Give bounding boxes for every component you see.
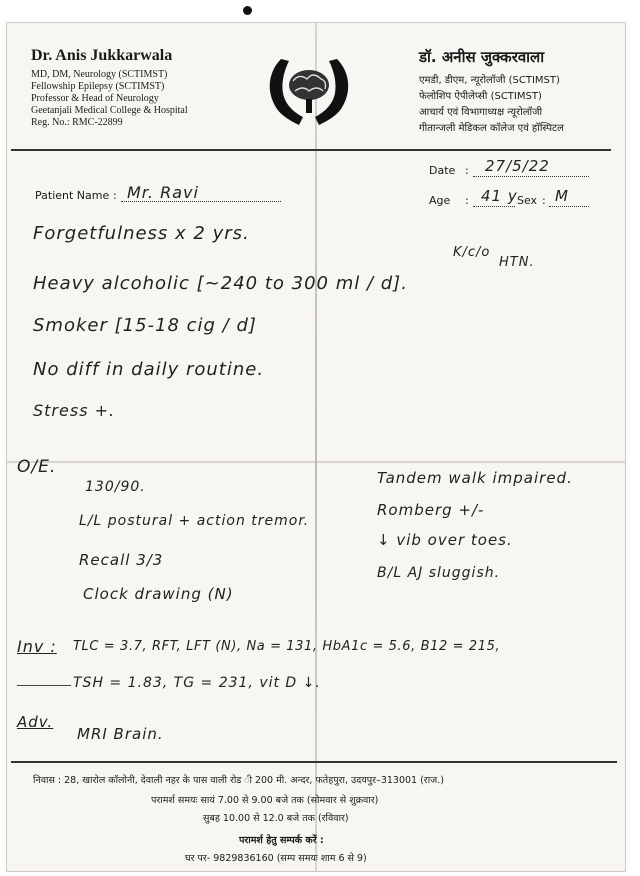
footer-address: निवास : 28, खारोल कॉलोनी, देवाली नहर के पास वाली रोड ी 200 मी. अन्दर, फतेहपुरा, उदयपुर–313001 (राज.) [33, 775, 444, 786]
adv-label: Adv. [17, 713, 54, 731]
registration-number: Reg. No.: RMC-22899 [31, 117, 123, 128]
qualification-line-hi: आचार्य एवं विभागाध्यक्ष न्यूरोलॉजी [419, 107, 543, 118]
qualification-line: Geetanjali Medical College & Hospital [31, 105, 188, 116]
age-label: Age [429, 194, 451, 207]
patient-name-label: Patient Name [35, 189, 110, 202]
oe-right-line: ↓ vib over toes. [377, 531, 513, 549]
history-line: Forgetfulness x 2 yrs. [33, 223, 250, 244]
sex-line [549, 206, 589, 207]
doctor-name-en: Dr. Anis Jukkarwala [31, 47, 173, 64]
inv-line-2: TSH = 1.83, TG = 231, vit D ↓. [73, 675, 321, 691]
footer-time-2: सुबह 10.00 से 12.0 बजे तक (रविवार) [203, 813, 349, 824]
doctor-header-english [31, 47, 188, 129]
history-line: Smoker [15-18 cig / d] [33, 315, 257, 336]
colon: : [465, 194, 469, 207]
date-label: Date [429, 164, 456, 177]
patient-name-value: Mr. Ravi [127, 183, 199, 202]
colon: : [465, 164, 469, 177]
qualification-line-hi: गीतान्जली मेडिकल कॉलेज एवं हॉस्पिटल [419, 123, 564, 134]
footer-time-1: परामर्श समयः सायं 7.00 से 9.00 बजे तक (सोमवार से शुक्रवार) [151, 795, 379, 806]
age-value: 41 y [481, 187, 518, 205]
adv-value: MRI Brain. [77, 725, 164, 743]
punch-hole [243, 6, 252, 15]
qualification-line-hi: फेलोशिप ऐपीलेप्सी (SCTIMST) [419, 91, 542, 102]
oe-label: O/E. [17, 457, 57, 477]
history-line: No diff in daily routine. [33, 359, 265, 380]
oe-left-line: L/L postural + action tremor. [79, 513, 310, 529]
hands-holding-brain-icon [259, 51, 359, 129]
oe-left-line: Recall 3/3 [79, 551, 164, 569]
oe-left-line: Clock drawing (N) [83, 585, 234, 603]
age-line [473, 206, 515, 207]
strike-line [17, 685, 71, 686]
date-value: 27/5/22 [485, 157, 550, 175]
footer-phone: घर पर- 9829836160 (सम्प समयः शाम 6 से 9) [185, 853, 367, 864]
horizontal-fold [7, 461, 625, 463]
comorbid-label: K/c/o [453, 245, 491, 260]
oe-left-line: 130/90. [85, 479, 146, 495]
doctor-header-hindi [419, 47, 564, 137]
qualification-line: Fellowship Epilepsy (SCTIMST) [31, 81, 165, 92]
sex-label: Sex [517, 194, 538, 207]
header-rule [11, 149, 611, 151]
inv-line-1: TLC = 3.7, RFT, LFT (N), Na = 131, HbA1c = 5.6, B12 = 215, [73, 639, 501, 654]
date-line [473, 176, 589, 177]
prescription-sheet [6, 22, 626, 872]
comorbid-value: HTN. [499, 255, 535, 270]
history-line: Heavy alcoholic [~240 to 300 ml / d]. [33, 273, 408, 294]
qualification-line: MD, DM, Neurology (SCTIMST) [31, 69, 168, 80]
footer-rule [11, 761, 617, 763]
qualification-line: Professor & Head of Neurology [31, 93, 159, 104]
inv-label: Inv : [17, 637, 57, 656]
sex-value: M [555, 187, 569, 205]
footer-consult: परामर्श हेतु सम्पर्क करें : [239, 835, 324, 846]
history-line: Stress +. [33, 401, 116, 420]
oe-right-line: Tandem walk impaired. [377, 469, 573, 487]
doctor-name-hi: डॉ. अनीस जुक्करवाला [419, 48, 545, 66]
oe-right-line: Romberg +/- [377, 501, 485, 519]
qualification-line-hi: एमडी, डीएम, न्यूरोलॉजी (SCTIMST) [419, 75, 560, 86]
colon: : [542, 194, 546, 207]
colon: : [113, 189, 117, 202]
oe-right-line: B/L AJ sluggish. [377, 565, 501, 581]
